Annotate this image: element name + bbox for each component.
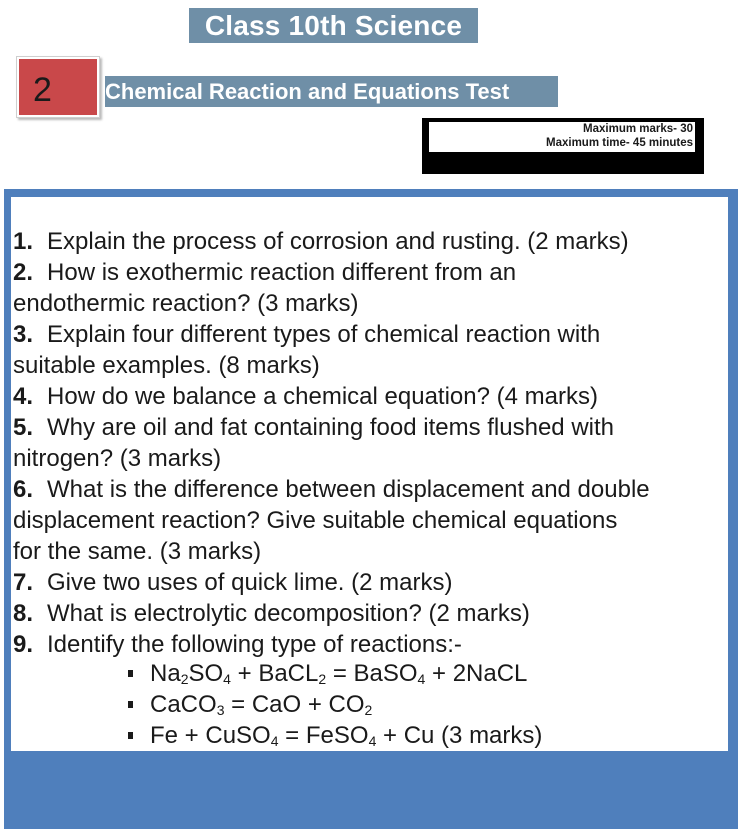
question-line xyxy=(13,505,733,536)
question-text: for the same. (3 marks) xyxy=(13,538,262,565)
question-number: 4. xyxy=(13,383,34,410)
question-number: 3. xyxy=(13,321,34,348)
bullet-icon xyxy=(128,732,133,739)
question-line xyxy=(13,257,733,288)
question-text: suitable examples. (8 marks) xyxy=(13,352,320,379)
question-number: 2. xyxy=(13,259,34,286)
question-line xyxy=(13,474,733,505)
subscript: 4 xyxy=(270,733,279,749)
reaction-text: + Cu (3 marks) xyxy=(376,722,543,749)
question-number: 9. xyxy=(13,631,34,658)
question-text: How is exothermic reaction different from an xyxy=(47,259,517,286)
question-text: displacement reaction? Give suitable chemical equations xyxy=(13,507,618,534)
subscript: 4 xyxy=(368,733,377,749)
question-line xyxy=(13,350,733,381)
reaction-text: SO xyxy=(188,660,224,687)
question-text: endothermic reaction? (3 marks) xyxy=(13,290,359,317)
chapter-number-badge xyxy=(16,56,100,118)
question-text: Give two uses of quick lime. (2 marks) xyxy=(47,569,453,596)
bullet-icon xyxy=(128,701,133,708)
question-line xyxy=(13,629,733,660)
subscript: 2 xyxy=(318,671,327,687)
question-number: 1. xyxy=(13,228,34,255)
question-number: 5. xyxy=(13,414,34,441)
marks-info-box xyxy=(422,118,704,174)
reaction-text: + BaCL xyxy=(230,660,319,687)
question-line xyxy=(13,598,733,629)
question-text: Identify the following type of reactions:- xyxy=(47,631,462,658)
reaction-text: Na xyxy=(150,660,181,687)
chapter-number: 2 xyxy=(19,59,97,115)
question-line xyxy=(13,319,733,350)
reaction-text: Fe + CuSO xyxy=(150,722,271,749)
subscript: 4 xyxy=(417,671,426,687)
question-list xyxy=(13,226,733,660)
question-text: What is the difference between displacement and double xyxy=(47,476,650,503)
subscript: 3 xyxy=(216,702,225,718)
question-text: Explain the process of corrosion and rusting. (2 marks) xyxy=(47,228,629,255)
reaction-text: + 2NaCL xyxy=(425,660,528,687)
question-number: 7. xyxy=(13,569,34,596)
question-line xyxy=(13,443,733,474)
question-line xyxy=(13,536,733,567)
bullet-icon xyxy=(128,670,133,677)
subscript: 2 xyxy=(180,671,189,687)
test-title: Chemical Reaction and Equations Test xyxy=(105,76,558,107)
reaction-list xyxy=(128,658,542,751)
question-line xyxy=(13,381,733,412)
reaction-item xyxy=(128,658,542,689)
reaction-item xyxy=(128,720,542,751)
question-text: nitrogen? (3 marks) xyxy=(13,445,222,472)
question-text: Explain four different types of chemical reaction with xyxy=(47,321,601,348)
question-number: 8. xyxy=(13,600,34,627)
question-number: 6. xyxy=(13,476,34,503)
subscript: 4 xyxy=(223,671,231,687)
reaction-item xyxy=(128,689,542,720)
question-text: Why are oil and fat containing food items flushed with xyxy=(47,414,614,441)
reaction-text: = BaSO xyxy=(326,660,418,687)
reaction-text: = FeSO xyxy=(278,722,369,749)
maximum-marks: Maximum marks- 30 xyxy=(583,123,693,135)
question-text: What is electrolytic decomposition? (2 marks) xyxy=(47,600,530,627)
maximum-time: Maximum time- 45 minutes xyxy=(546,137,693,149)
question-line xyxy=(13,412,733,443)
question-line xyxy=(13,226,733,257)
page-title: Class 10th Science xyxy=(189,8,478,43)
marks-info xyxy=(429,122,695,152)
reaction-text: CaCO xyxy=(150,691,217,718)
question-line xyxy=(13,567,733,598)
subscript: 2 xyxy=(364,702,373,718)
question-line xyxy=(13,288,733,319)
question-text: How do we balance a chemical equation? (4 marks) xyxy=(47,383,598,410)
reaction-text: = CaO + CO xyxy=(224,691,365,718)
